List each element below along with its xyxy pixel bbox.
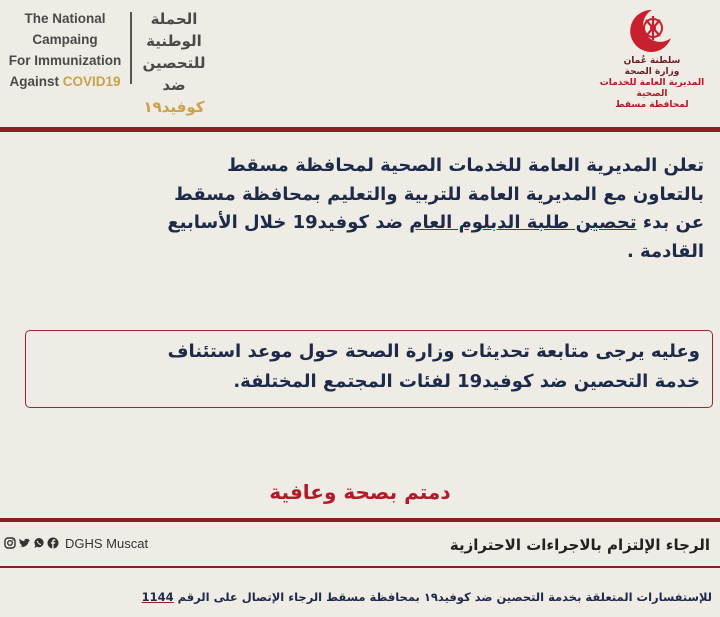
announcement-highlight: تحصين طلبة الدبلوم العام [409,212,637,233]
facebook-icon [47,537,59,549]
instagram-icon [4,537,16,549]
notice-box [25,330,713,408]
inquiries-text: للإستفسارات المتعلقة بخدمة التحصين ضد كوفيد١٩ بمحافظة مسقط الرجاء الإتصال على الرقم [173,590,712,604]
campaign-title-english [4,8,126,92]
hotline-number[interactable]: 1144 [141,590,174,604]
ministry-line2: وزارة الصحة [624,67,680,77]
notice-line1: وعليه يرجى متابعة تحديثات وزارة الصحة حول موعد استئناف [167,341,700,362]
twitter-icon [18,537,31,549]
campaign-en-line3 [4,71,126,92]
campaign-title-arabic [134,8,214,118]
campaign-en-line3-prefix: Against [9,74,63,89]
campaign-ar-line2: للتحصين ضد [142,54,206,94]
ministry-crescent-emblem-icon [627,6,677,56]
ministry-logo [588,6,716,110]
announcement-line3 [24,209,704,238]
ministry-line3: المديرية العامة للخدمات الصحية [599,78,705,99]
footer-divider [0,518,720,522]
campaign-logo [4,8,214,116]
precautions-notice: الرجاء الإلتزام بالاجراءات الاحترازية [449,536,710,554]
social-bar [4,534,148,552]
announcement-line3-suffix: ضد كوفيد19 خلال الأسابيع [167,212,410,233]
ministry-line1: سلطنة عُمان [623,56,681,66]
campaign-ar-line3: كوفيد١٩ [143,98,205,116]
announcement-line1: تعلن المديرية العامة للخدمات الصحية لمحافظة مسقط [227,155,704,176]
announcement-text [24,152,704,266]
ministry-line4: لمحافظة مسقط [615,100,689,110]
campaign-en-covid: COVID19 [62,74,121,89]
campaign-en-line2: For Immunization [8,53,122,68]
closing-greeting: دمتم بصحة وعافية [269,480,451,504]
announcement-line4: القادمة . [626,240,704,262]
inquiries-line [6,590,712,604]
footer-thin-divider [0,566,720,568]
header-divider [0,127,720,132]
campaign-ar-line1: الحملة الوطنية [146,10,202,50]
whatsapp-icon [33,537,45,549]
notice-line2: خدمة التحصين ضد كوفيد19 لفئات المجتمع المختلفة. [233,371,700,392]
announcement-line3-prefix: عن بدء [636,212,704,233]
campaign-divider [130,12,132,84]
campaign-en-line1: The National Campaing [24,11,106,47]
social-handle[interactable]: DGHS Muscat [65,535,149,551]
announcement-line2: بالتعاون مع المديرية العامة للتربية والتعليم بمحافظة مسقط [174,183,704,205]
